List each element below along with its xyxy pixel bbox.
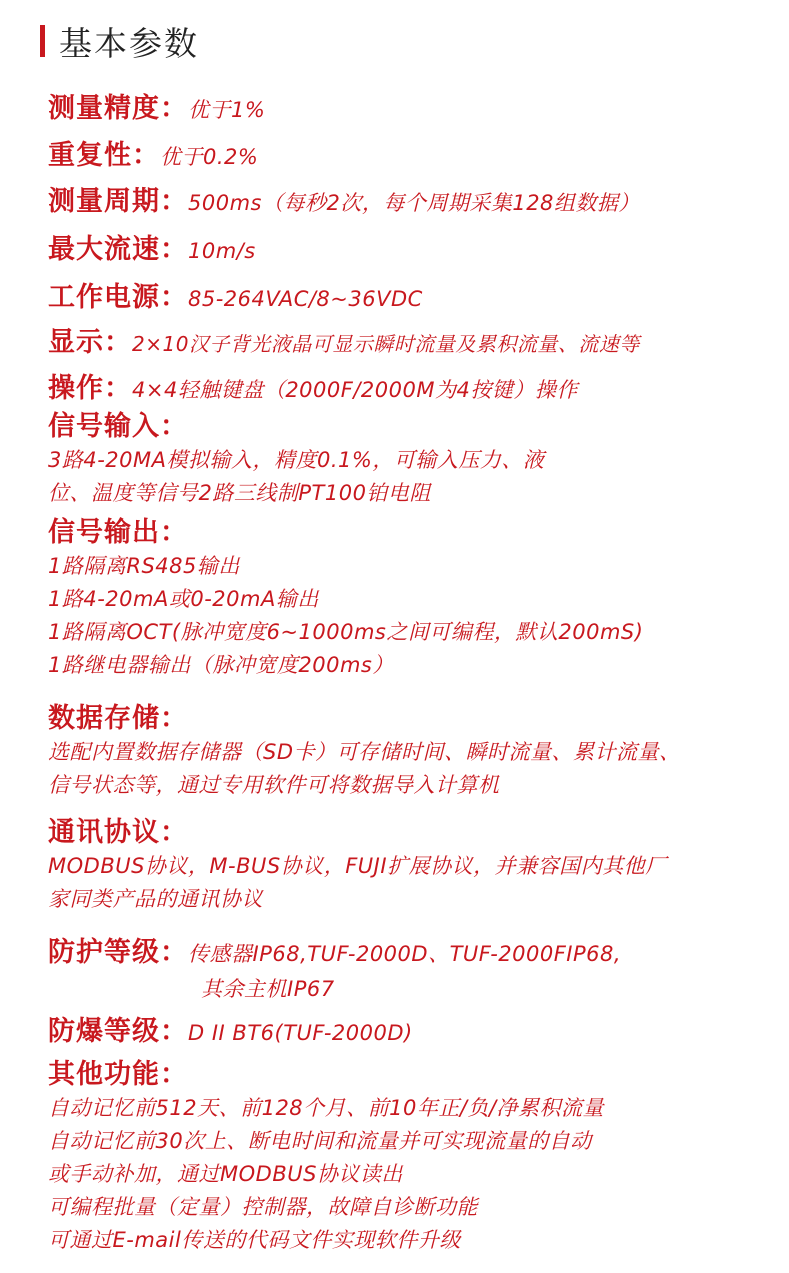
spec-line: 1路继电器输出（脉冲宽度200ms）: [48, 653, 394, 677]
spec-label: 操作：: [48, 373, 132, 404]
spec-storage: [48, 702, 681, 802]
spec-line: 自动记忆前30次上、断电时间和流量并可实现流量的自动: [48, 1129, 592, 1153]
spec-value: 优于0.2%: [160, 145, 259, 169]
spec-label: 通讯协议：: [48, 817, 188, 848]
spec-line: 或手动补加，通过MODBUS协议读出: [48, 1162, 403, 1186]
spec-label: 最大流速：: [48, 234, 188, 265]
spec-line: 1路隔离RS485输出: [48, 554, 240, 578]
spec-explosion: [48, 1009, 413, 1048]
spec-line: 信号状态等，通过专用软件可将数据导入计算机: [48, 773, 500, 797]
section-title: 基本参数: [59, 23, 199, 63]
spec-value: 2×10汉子背光液晶可显示瞬时流量及累积流量、流速等: [132, 332, 640, 356]
spec-label: 测量精度：: [48, 93, 188, 124]
spec-signal-output: [48, 516, 643, 682]
spec-label: 数据存储：: [48, 703, 188, 734]
spec-display: [48, 320, 640, 359]
spec-value: 10m/s: [188, 239, 256, 263]
spec-signal-input: [48, 410, 544, 510]
spec-line: 选配内置数据存储器（SD卡）可存储时间、瞬时流量、累计流量、: [48, 740, 681, 764]
spec-line: 其余主机IP67: [201, 977, 335, 1001]
spec-operation: [48, 366, 578, 405]
spec-line: 可通过E-mail传送的代码文件实现软件升级: [48, 1228, 461, 1252]
spec-value: D II BT6(TUF-2000D): [188, 1021, 413, 1045]
spec-label: 工作电源：: [48, 282, 188, 313]
section-header: [40, 18, 199, 64]
spec-precision: [48, 86, 265, 125]
spec-line: MODBUS协议，M-BUS协议，FUJI扩展协议，并兼容国内其他厂: [48, 854, 667, 878]
spec-label: 测量周期：: [48, 186, 188, 217]
spec-value: 优于1%: [188, 98, 266, 122]
spec-label: 信号输出：: [48, 517, 188, 548]
spec-protocol: [48, 816, 667, 916]
accent-bar: [40, 25, 45, 57]
spec-power: [48, 275, 423, 314]
spec-period: [48, 179, 640, 218]
spec-label: 其他功能：: [48, 1059, 188, 1090]
spec-other: [48, 1058, 604, 1257]
spec-line: 1路4-20mA或0-20mA输出: [48, 587, 319, 611]
spec-label: 防爆等级：: [48, 1016, 188, 1047]
spec-value: 4×4轻触键盘（2000F/2000M为4按键）操作: [132, 378, 578, 402]
spec-label: 重复性：: [48, 140, 160, 171]
spec-line: 家同类产品的通讯协议: [48, 887, 263, 911]
spec-line: 传感器IP68,TUF-2000D、TUF-2000FIP68,: [188, 942, 622, 966]
spec-label: 防护等级：: [48, 937, 188, 968]
spec-line: 可编程批量（定量）控制器，故障自诊断功能: [48, 1195, 478, 1219]
spec-protection: [48, 930, 621, 1003]
spec-line: 自动记忆前512天、前128个月、前10年正/负/净累积流量: [48, 1096, 605, 1120]
spec-value: 85-264VAC/8~36VDC: [188, 287, 423, 311]
spec-value: 500ms（每秒2次，每个周期采集128组数据）: [188, 191, 640, 215]
spec-line: 3路4-20MA模拟输入，精度0.1%，可输入压力、液: [48, 448, 545, 472]
spec-repeatability: [48, 133, 258, 172]
spec-label: 信号输入：: [48, 411, 188, 442]
spec-max-velocity: [48, 227, 256, 266]
spec-label: 显示：: [48, 327, 132, 358]
spec-line: 位、温度等信号2路三线制PT100铂电阻: [48, 481, 431, 505]
spec-line: 1路隔离OCT(脉冲宽度6~1000ms之间可编程，默认200mS): [48, 620, 644, 644]
